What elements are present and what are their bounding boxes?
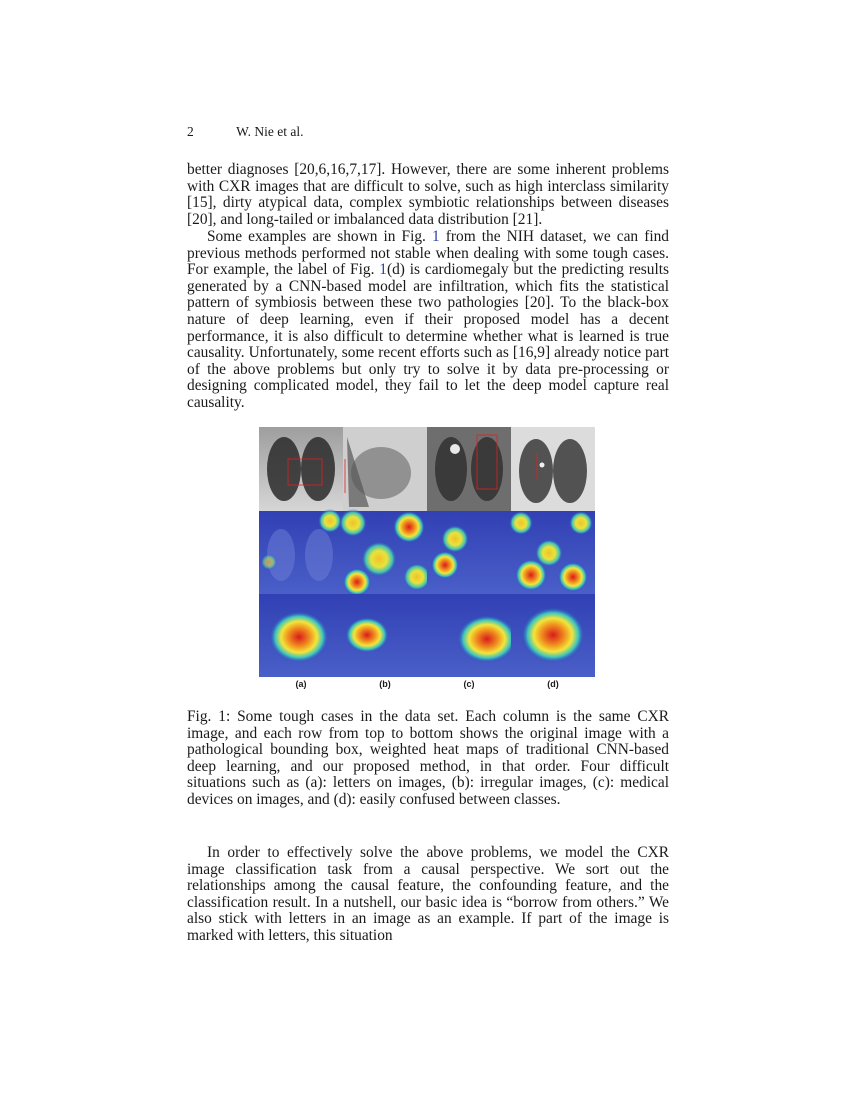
row-proposed-heatmaps bbox=[259, 594, 595, 677]
p2-text-b: from the NIH dataset, we can find previous methods performed not stable when dealing with some tough cases. For example, the label of Fig. bbox=[187, 228, 669, 279]
row-cnn-heatmaps bbox=[259, 509, 595, 596]
figure-1 bbox=[259, 427, 595, 693]
p3-text: In order to effectively solve the above problems, we model the CXR image classification task from a causal perspective. We sort out the relationships among the causal feature, the confounding feature, and the classification result. In a nutshell, our basic idea is “borrow from others.” We also stick with letters in an image as an example. If part of the image is marked with letters, this situation bbox=[187, 844, 669, 944]
paragraph-causal-approach bbox=[187, 845, 669, 945]
cxr-heatmap-grid bbox=[259, 427, 595, 677]
figure-ref-link[interactable]: 1 bbox=[379, 261, 387, 279]
figure-caption: Fig. 1: Some tough cases in the data set. Each column is the same CXR image, and each row from top to bottom shows the original image with a pathological bounding box, weighted heat maps of traditional CNN-based deep learning, and our proposed method, in that order. Four difficult situations such as (a): letters on images, (b): irregular images, (c): medical devices on images, and (d): easily confused between classes. bbox=[187, 708, 669, 808]
row-original bbox=[259, 427, 595, 511]
page-header bbox=[187, 124, 304, 140]
figure-ref-link[interactable]: 1 bbox=[431, 228, 440, 245]
p2-text-c: (d) is cardiomegaly but the predicting results generated by a CNN-based model are infiltration, which fits the statistical pattern of symbiosis between these two pathologies [20]. To the black-box nature of deep learning, even if their proposed model has a decent performance, it is also difficult to determine whether what is learned is true causality. Unfortunately, some recent efforts such as [16,9] already notice part of the above problems but only try to solve it by data pre-processing or designing complicated model, they fail to let the deep model capture real causality. bbox=[187, 261, 669, 411]
column-label-a: (a) bbox=[295, 679, 307, 689]
running-authors: W. Nie et al. bbox=[236, 124, 304, 139]
column-label-b: (b) bbox=[379, 679, 391, 689]
paragraph-examples bbox=[187, 229, 669, 412]
column-label-d: (d) bbox=[547, 679, 559, 689]
page-number: 2 bbox=[187, 124, 194, 139]
paragraph-intro-continuation: better diagnoses [20,6,16,7,17]. However, there are some inherent problems with CXR images that are difficult to solve, such as high interclass similarity [15], dirty atypical data, complex symbiotic relationships between diseases [20], and long-tailed or imbalanced data distribution [21]. bbox=[187, 161, 669, 228]
p2-text-a: Some examples are shown in Fig. bbox=[207, 228, 432, 245]
column-label-c: (c) bbox=[463, 679, 475, 689]
figure-column-labels bbox=[259, 677, 595, 693]
